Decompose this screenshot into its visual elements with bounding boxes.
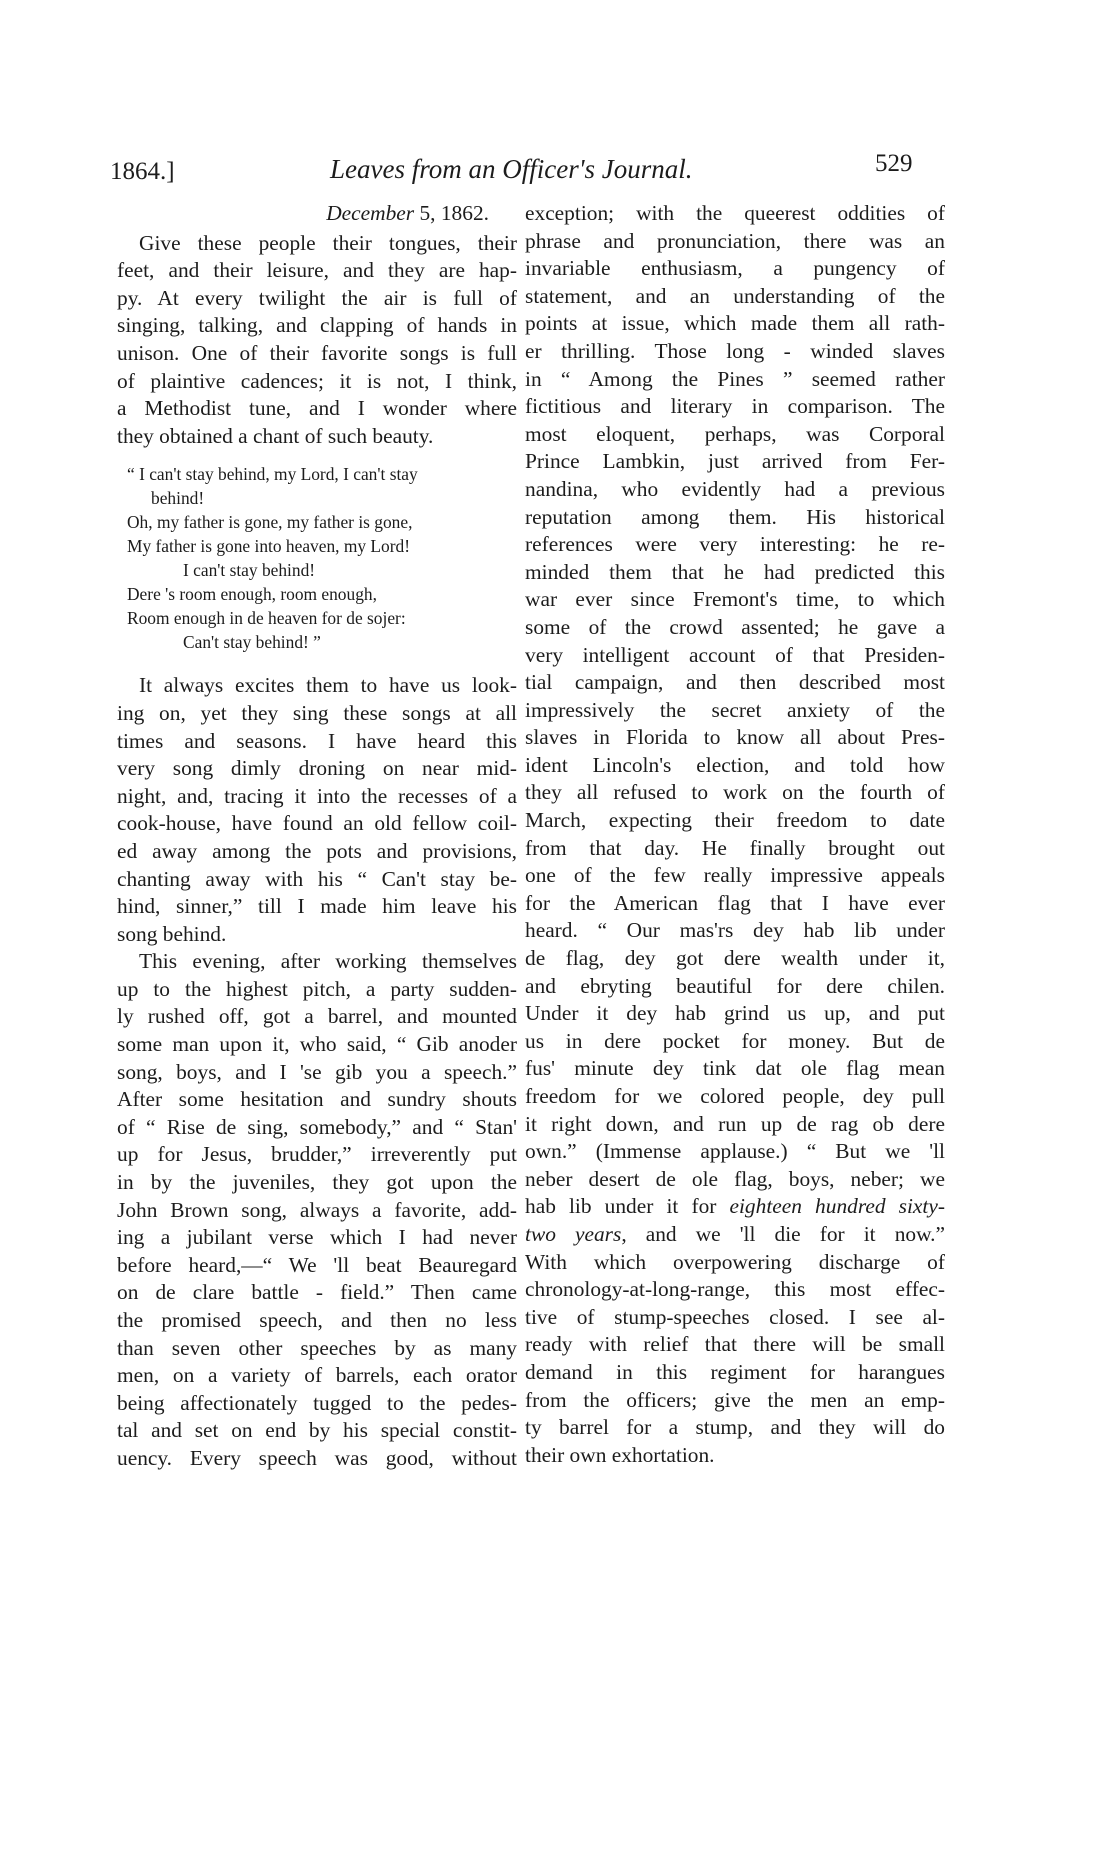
text-line: up for Jesus, brudder,” irreverently put xyxy=(117,1142,517,1167)
text-line: unison. One of their favorite songs is full xyxy=(117,340,517,365)
text-line: from the officers; give the men an emp- xyxy=(525,1387,945,1412)
text-line: With which overpowering discharge of xyxy=(525,1249,945,1274)
text-line: they obtained a chant of such beauty. xyxy=(117,423,434,448)
text-line: demand in this regiment for harangues xyxy=(525,1359,945,1384)
text-line: points at issue, which made them all rath- xyxy=(525,311,945,336)
text-line: and ebryting beautiful for dere chilen. xyxy=(525,973,945,998)
text-line: feet, and their leisure, and they are hap- xyxy=(117,258,517,283)
text-line: it right down, and run up de rag ob dere xyxy=(525,1111,945,1136)
poem-line: I can't stay behind! xyxy=(183,560,316,581)
text-line: tal and set on end by his special constit- xyxy=(117,1418,517,1443)
left-column xyxy=(117,200,517,1473)
text-line xyxy=(525,1221,945,1249)
text-line: tive of stump-speeches closed. I see al- xyxy=(525,1304,945,1329)
text-line: ty barrel for a stump, and they will do xyxy=(525,1415,945,1440)
poem-line: My father is gone into heaven, my Lord! xyxy=(127,536,411,557)
paragraph-2 xyxy=(117,672,517,948)
poem-line: Oh, my father is gone, my father is gone, xyxy=(127,512,413,533)
text-line: After some hesitation and sundry shouts xyxy=(117,1087,517,1112)
text-line: some of the crowd assented; he gave a xyxy=(525,614,945,639)
poem-line: Can't stay behind! ” xyxy=(183,632,321,653)
running-header xyxy=(0,150,1096,190)
song-quotation xyxy=(123,462,517,654)
text-line: very intelligent account of that Presiden- xyxy=(525,642,945,667)
text-line: March, expecting their freedom to date xyxy=(525,808,945,833)
text-line: statement, and an understanding of the xyxy=(525,283,945,308)
text-line: exception; with the queerest oddities of xyxy=(525,201,945,225)
text-line: than seven other speeches by as many xyxy=(117,1335,517,1360)
poem-line: “ I can't stay behind, my Lord, I can't stay xyxy=(127,464,418,485)
text-line: nandina, who evidently had a previous xyxy=(525,476,945,501)
text-line: John Brown song, always a favorite, add- xyxy=(117,1197,517,1222)
poem-line: Room enough in de heaven for de sojer: xyxy=(127,608,406,629)
text-line xyxy=(525,1193,945,1221)
text-line: fus' minute dey tink dat ole flag mean xyxy=(525,1056,945,1081)
text-line: us in dere pocket for money. But de xyxy=(525,1028,945,1053)
text-line: impressively the secret anxiety of the xyxy=(525,697,945,722)
text-line: ing on, yet they sing these songs at all xyxy=(117,700,517,725)
text-line: ly rushed off, got a barrel, and mounted xyxy=(117,1004,517,1029)
running-title: Leaves from an Officer's Journal. xyxy=(330,154,693,184)
text-line: invariable enthusiasm, a pungency of xyxy=(525,256,945,281)
text-line: ing a jubilant verse which I had never xyxy=(117,1225,517,1250)
text-line: chronology-at-long-range, this most effec- xyxy=(525,1277,945,1302)
text-line: their own exhortation. xyxy=(525,1442,715,1467)
dateline xyxy=(117,200,517,228)
text-line: heard. “ Our mas'rs dey hab lib under xyxy=(525,918,945,943)
text-line: cook-house, have found an old fellow coil- xyxy=(117,811,517,836)
text-line: own.” (Immense applause.) “ But we 'll xyxy=(525,1139,945,1164)
text-line: Give these people their tongues, their xyxy=(139,230,517,255)
right-column-text xyxy=(525,200,945,1193)
text-line: Prince Lambkin, just arrived from Fer- xyxy=(525,449,945,474)
dateline-day-year: 5, 1862. xyxy=(414,201,489,225)
text-line: a Methodist tune, and I wonder where xyxy=(117,396,517,421)
text-line: chanting away with his “ Can't stay be- xyxy=(117,866,517,891)
text-line: fictitious and literary in comparison. The xyxy=(525,394,945,419)
text-line: singing, talking, and clapping of hands in xyxy=(117,313,517,338)
italic-text: eighteen hundred sixty- xyxy=(729,1194,945,1219)
right-column-text-end xyxy=(525,1249,945,1470)
text-line: hind, sinner,” till I made him leave his xyxy=(117,894,517,919)
text-line: before heard,—“ We 'll beat Beauregard xyxy=(117,1252,517,1277)
text-line: ready with relief that there will be small xyxy=(525,1332,945,1357)
text-line: neber desert de ole flag, boys, neber; we xyxy=(525,1166,945,1191)
text-span: , and we 'll die for it now.” xyxy=(621,1221,945,1246)
paragraph-3 xyxy=(117,948,517,1472)
text-line: ident Lincoln's election, and told how xyxy=(525,752,945,777)
text-line: It always excites them to have us look- xyxy=(139,673,517,698)
text-line: war ever since Fremont's time, to which xyxy=(525,587,945,612)
text-line: slaves in Florida to know all about Pres- xyxy=(525,725,945,750)
italic-text: two years xyxy=(525,1221,622,1246)
text-line: some man upon it, who said, “ Gib anoder xyxy=(117,1032,517,1057)
text-line: from that day. He finally brought out xyxy=(525,835,945,860)
header-year: 1864.] xyxy=(110,158,175,185)
text-line: phrase and pronunciation, there was an xyxy=(525,228,945,253)
text-line: ed away among the pots and provisions, xyxy=(117,838,517,863)
text-line: for the American flag that I have ever xyxy=(525,890,945,915)
text-line: reputation among them. His historical xyxy=(525,504,945,529)
text-line: the promised speech, and then no less xyxy=(117,1308,517,1332)
text-line: they all refused to work on the fourth of xyxy=(525,780,945,805)
text-line: up to the highest pitch, a party sudden- xyxy=(117,976,517,1001)
text-line: er thrilling. Those long - winded slaves xyxy=(525,338,945,363)
text-line: very song dimly droning on near mid- xyxy=(117,756,517,781)
text-line: most eloquent, perhaps, was Corporal xyxy=(525,421,945,446)
text-line: This evening, after working themselves xyxy=(139,949,517,974)
paragraph-1 xyxy=(117,230,517,451)
text-line: in by the juveniles, they got upon the xyxy=(117,1170,517,1195)
text-line: tial campaign, and then described most xyxy=(525,670,945,695)
text-line: Under it dey hab grind us up, and put xyxy=(525,1001,945,1026)
poem-line: behind! xyxy=(151,488,205,509)
text-line: uency. Every speech was good, without xyxy=(117,1445,517,1470)
text-line: of “ Rise de sing, somebody,” and “ Stan' xyxy=(117,1114,517,1139)
text-line: freedom for we colored people, dey pull xyxy=(525,1084,945,1108)
text-line: on de clare battle - field.” Then came xyxy=(117,1280,517,1305)
text-line: song behind. xyxy=(117,921,227,946)
text-line: night, and, tracing it into the recesses of a xyxy=(117,783,517,808)
text-span: hab lib under it for xyxy=(525,1194,730,1219)
text-line: men, on a variety of barrels, each orator xyxy=(117,1363,517,1388)
page-number: 529 xyxy=(875,150,913,177)
text-line: one of the few really impressive appeals xyxy=(525,863,945,888)
text-line: py. At every twilight the air is full of xyxy=(117,285,517,310)
text-line: of plaintive cadences; it is not, I think, xyxy=(117,368,517,393)
text-line: de flag, dey got dere wealth under it, xyxy=(525,946,945,971)
text-line: references were very interesting: he re- xyxy=(525,532,945,557)
text-line: being affectionately tugged to the pedes- xyxy=(117,1390,517,1415)
text-line: times and seasons. I have heard this xyxy=(117,728,517,753)
text-line: minded them that he had predicted this xyxy=(525,559,945,584)
text-line: song, boys, and I 'se gib you a speech.” xyxy=(117,1059,517,1084)
text-line: in “ Among the Pines ” seemed rather xyxy=(525,366,945,391)
right-column xyxy=(525,200,945,1469)
poem-line: Dere 's room enough, room enough, xyxy=(127,584,377,605)
dateline-month: December xyxy=(326,201,415,225)
